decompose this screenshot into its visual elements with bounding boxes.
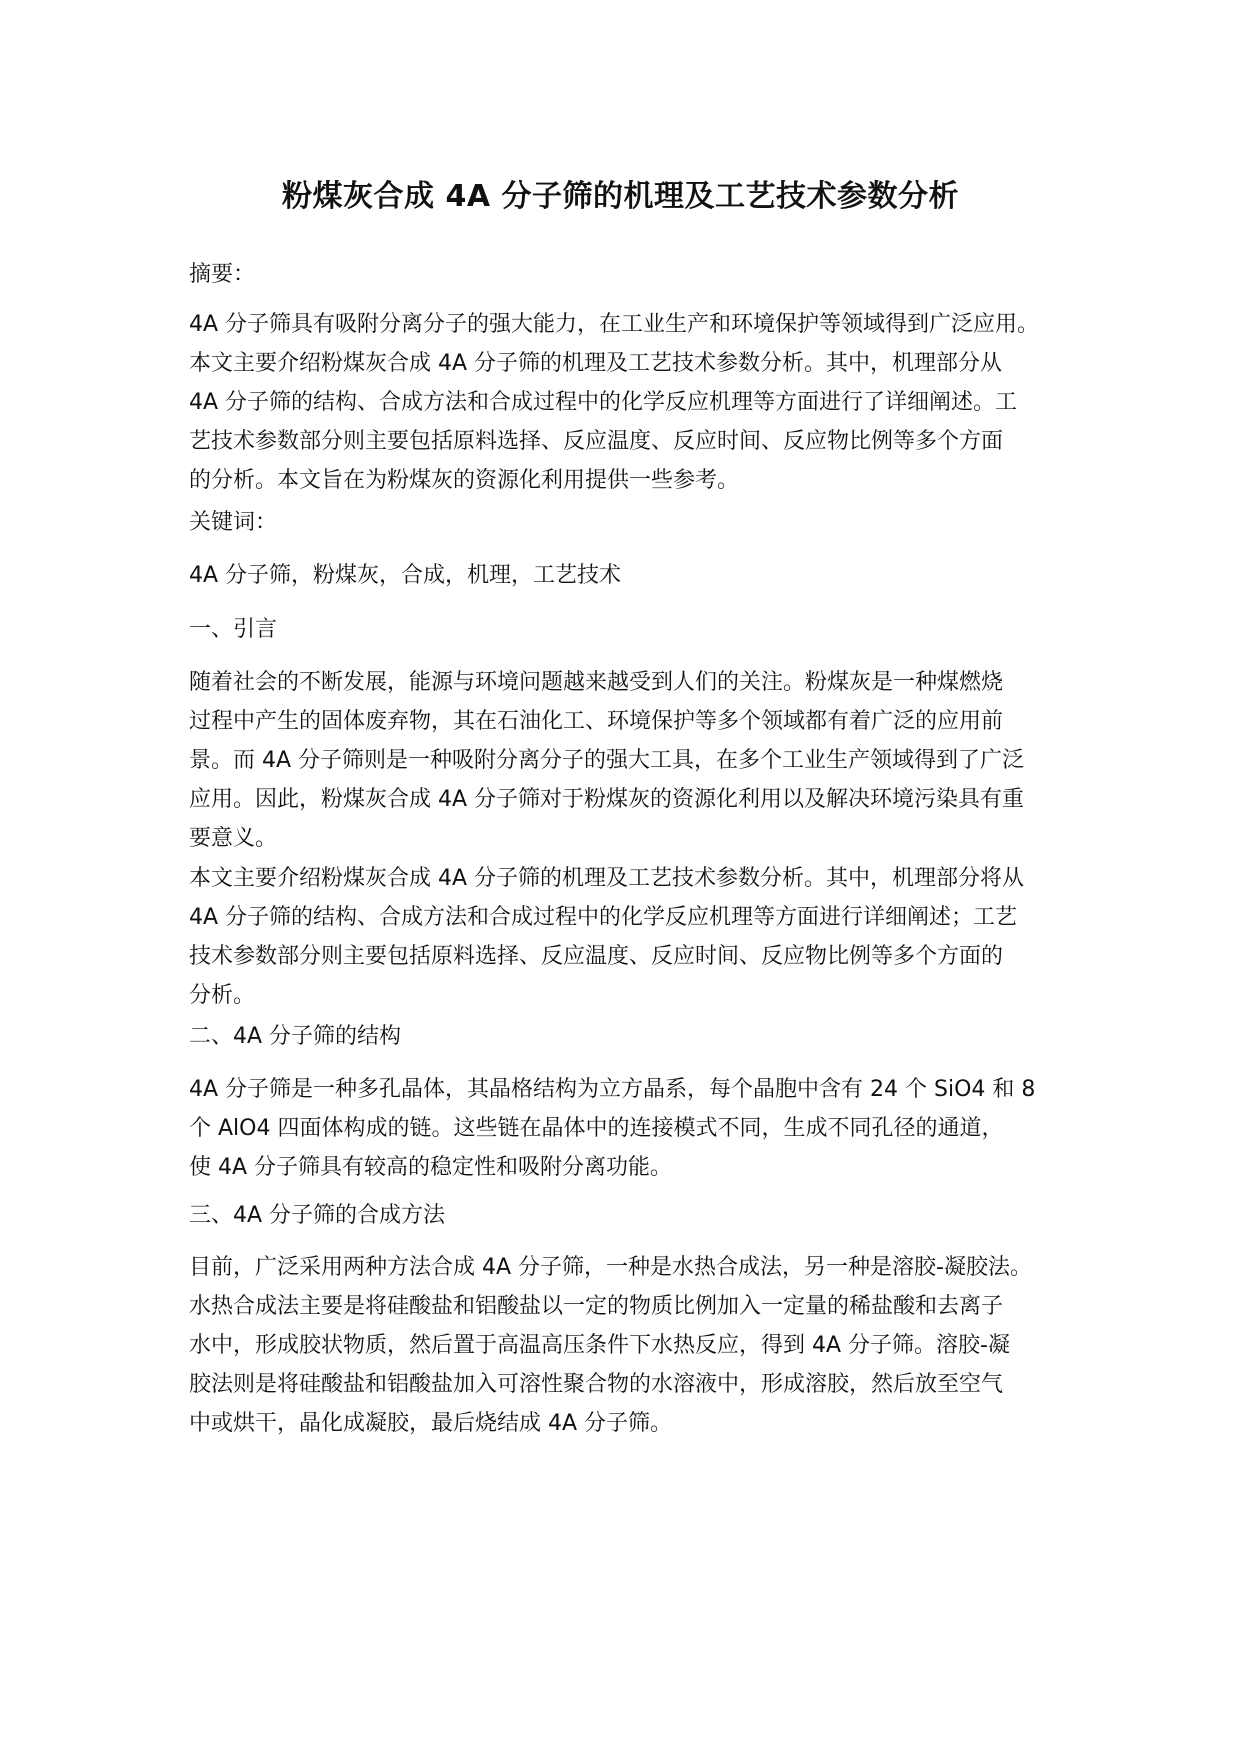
paragraph-line: 中或烘干，晶化成凝胶，最后烧结成 4A 分子筛。 (189, 1411, 673, 1436)
abstract-line: 4A 分子筛的结构、合成方法和合成过程中的化学反应机理等方面进行了详细阐述。工 (189, 390, 1018, 415)
paragraph-line: 4A 分子筛是一种多孔晶体，其晶格结构为立方晶系，每个晶胞中含有 24 个 SiO4 和 8 (189, 1077, 1036, 1102)
paragraph-line: 水热合成法主要是将硅酸盐和铝酸盐以一定的物质比例加入一定量的稀盐酸和去离子 (189, 1294, 1004, 1319)
paragraph-line: 使 4A 分子筛具有较高的稳定性和吸附分离功能。 (189, 1155, 673, 1180)
introduction-paragraph-1 (189, 663, 1069, 858)
abstract-line: 本文主要介绍粉煤灰合成 4A 分子筛的机理及工艺技术参数分析。其中，机理部分从 (189, 351, 1003, 376)
synthesis-paragraph (189, 1248, 1069, 1443)
paragraph-line: 景。而 4A 分子筛则是一种吸附分离分子的强大工具，在多个工业生产领域得到了广泛 (189, 748, 1025, 773)
introduction-paragraph-2 (189, 859, 1069, 1015)
paragraph-line: 4A 分子筛的结构、合成方法和合成过程中的化学反应机理等方面进行详细阐述；工艺 (189, 905, 1018, 930)
paragraph-line: 随着社会的不断发展，能源与环境问题越来越受到人们的关注。粉煤灰是一种煤燃烧 (189, 670, 1004, 695)
section-heading-structure: 二、4A 分子筛的结构 (189, 1024, 402, 1049)
abstract-line: 的分析。本文旨在为粉煤灰的资源化利用提供一些参考。 (189, 468, 740, 493)
section-heading-synthesis: 三、4A 分子筛的合成方法 (189, 1203, 446, 1228)
paragraph-line: 分析。 (189, 983, 256, 1008)
paragraph-line: 个 AlO4 四面体构成的链。这些链在晶体中的连接模式不同，生成不同孔径的通道， (189, 1116, 1004, 1141)
paragraph-line: 过程中产生的固体废弃物，其在石油化工、环境保护等多个领域都有着广泛的应用前 (189, 709, 1004, 734)
document-title: 粉煤灰合成 4A 分子筛的机理及工艺技术参数分析 (282, 179, 959, 214)
paragraph-line: 胶法则是将硅酸盐和铝酸盐加入可溶性聚合物的水溶液中，形成溶胶，然后放至空气 (189, 1372, 1004, 1397)
section-heading-introduction: 一、引言 (189, 617, 278, 642)
paragraph-line: 技术参数部分则主要包括原料选择、反应温度、反应时间、反应物比例等多个方面的 (189, 944, 1004, 969)
abstract-line: 艺技术参数部分则主要包括原料选择、反应温度、反应时间、反应物比例等多个方面 (189, 429, 1004, 454)
paragraph-line: 本文主要介绍粉煤灰合成 4A 分子筛的机理及工艺技术参数分析。其中，机理部分将从 (189, 866, 1025, 891)
abstract-label: 摘要： (189, 262, 256, 287)
keywords-label: 关键词： (189, 510, 278, 535)
abstract-line: 4A 分子筛具有吸附分离分子的强大能力，在工业生产和环境保护等领域得到广泛应用。 (189, 312, 1040, 337)
structure-paragraph (189, 1070, 1069, 1187)
abstract-paragraph (189, 305, 1069, 500)
paragraph-line: 要意义。 (189, 826, 278, 851)
paragraph-line: 目前，广泛采用两种方法合成 4A 分子筛，一种是水热合成法，另一种是溶胶-凝胶法。 (189, 1255, 1032, 1280)
paragraph-line: 应用。因此，粉煤灰合成 4A 分子筛对于粉煤灰的资源化利用以及解决环境污染具有重 (189, 787, 1025, 812)
paragraph-line: 水中，形成胶状物质，然后置于高温高压条件下水热反应，得到 4A 分子筛。溶胶-凝 (189, 1333, 1010, 1358)
keywords-text: 4A 分子筛，粉煤灰，合成，机理，工艺技术 (189, 563, 622, 588)
